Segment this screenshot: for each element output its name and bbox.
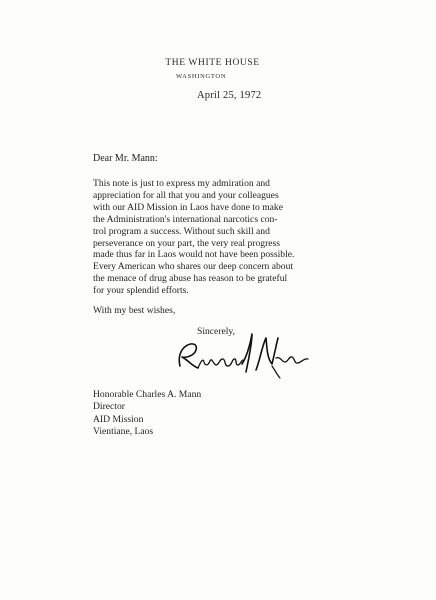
closing-wish: With my best wishes,: [93, 305, 176, 316]
body-line: the Administration's international narcotics con-: [93, 213, 278, 225]
body-line: Every American who shares our deep concern about: [93, 261, 294, 273]
body-line: trol program a success. Without such skill and: [93, 225, 270, 237]
letter-date: April 25, 1972: [197, 90, 262, 101]
recipient-line: Vientiane, Laos: [93, 425, 154, 437]
recipient-line: Director: [93, 401, 125, 413]
recipient-line: Honorable Charles A. Mann: [93, 389, 202, 400]
letterhead-city: WASHINGTON: [176, 73, 227, 80]
body-line: the menace of drug abuse has reason to be grateful: [93, 273, 288, 285]
body-line: made thus far in Laos would not have been possible.: [93, 249, 295, 261]
body-line: perseverance on your part, the very real progress: [93, 237, 280, 249]
letterhead-title: THE WHITE HOUSE: [165, 58, 260, 68]
body-line: appreciation for all that you and your colleagues: [93, 189, 279, 201]
salutation: Dear Mr. Mann:: [93, 153, 158, 164]
body-line: This note is just to express my admiration and: [93, 178, 270, 189]
sign-off: Sincerely,: [197, 326, 236, 337]
recipient-line: AID Mission: [93, 413, 144, 425]
letter-body: [93, 178, 383, 297]
body-line: for your splendid efforts.: [93, 285, 189, 297]
handwritten-signature: [168, 328, 316, 380]
body-line: with our AID Mission in Laos have done to make: [93, 201, 283, 213]
recipient-address: [93, 389, 201, 438]
